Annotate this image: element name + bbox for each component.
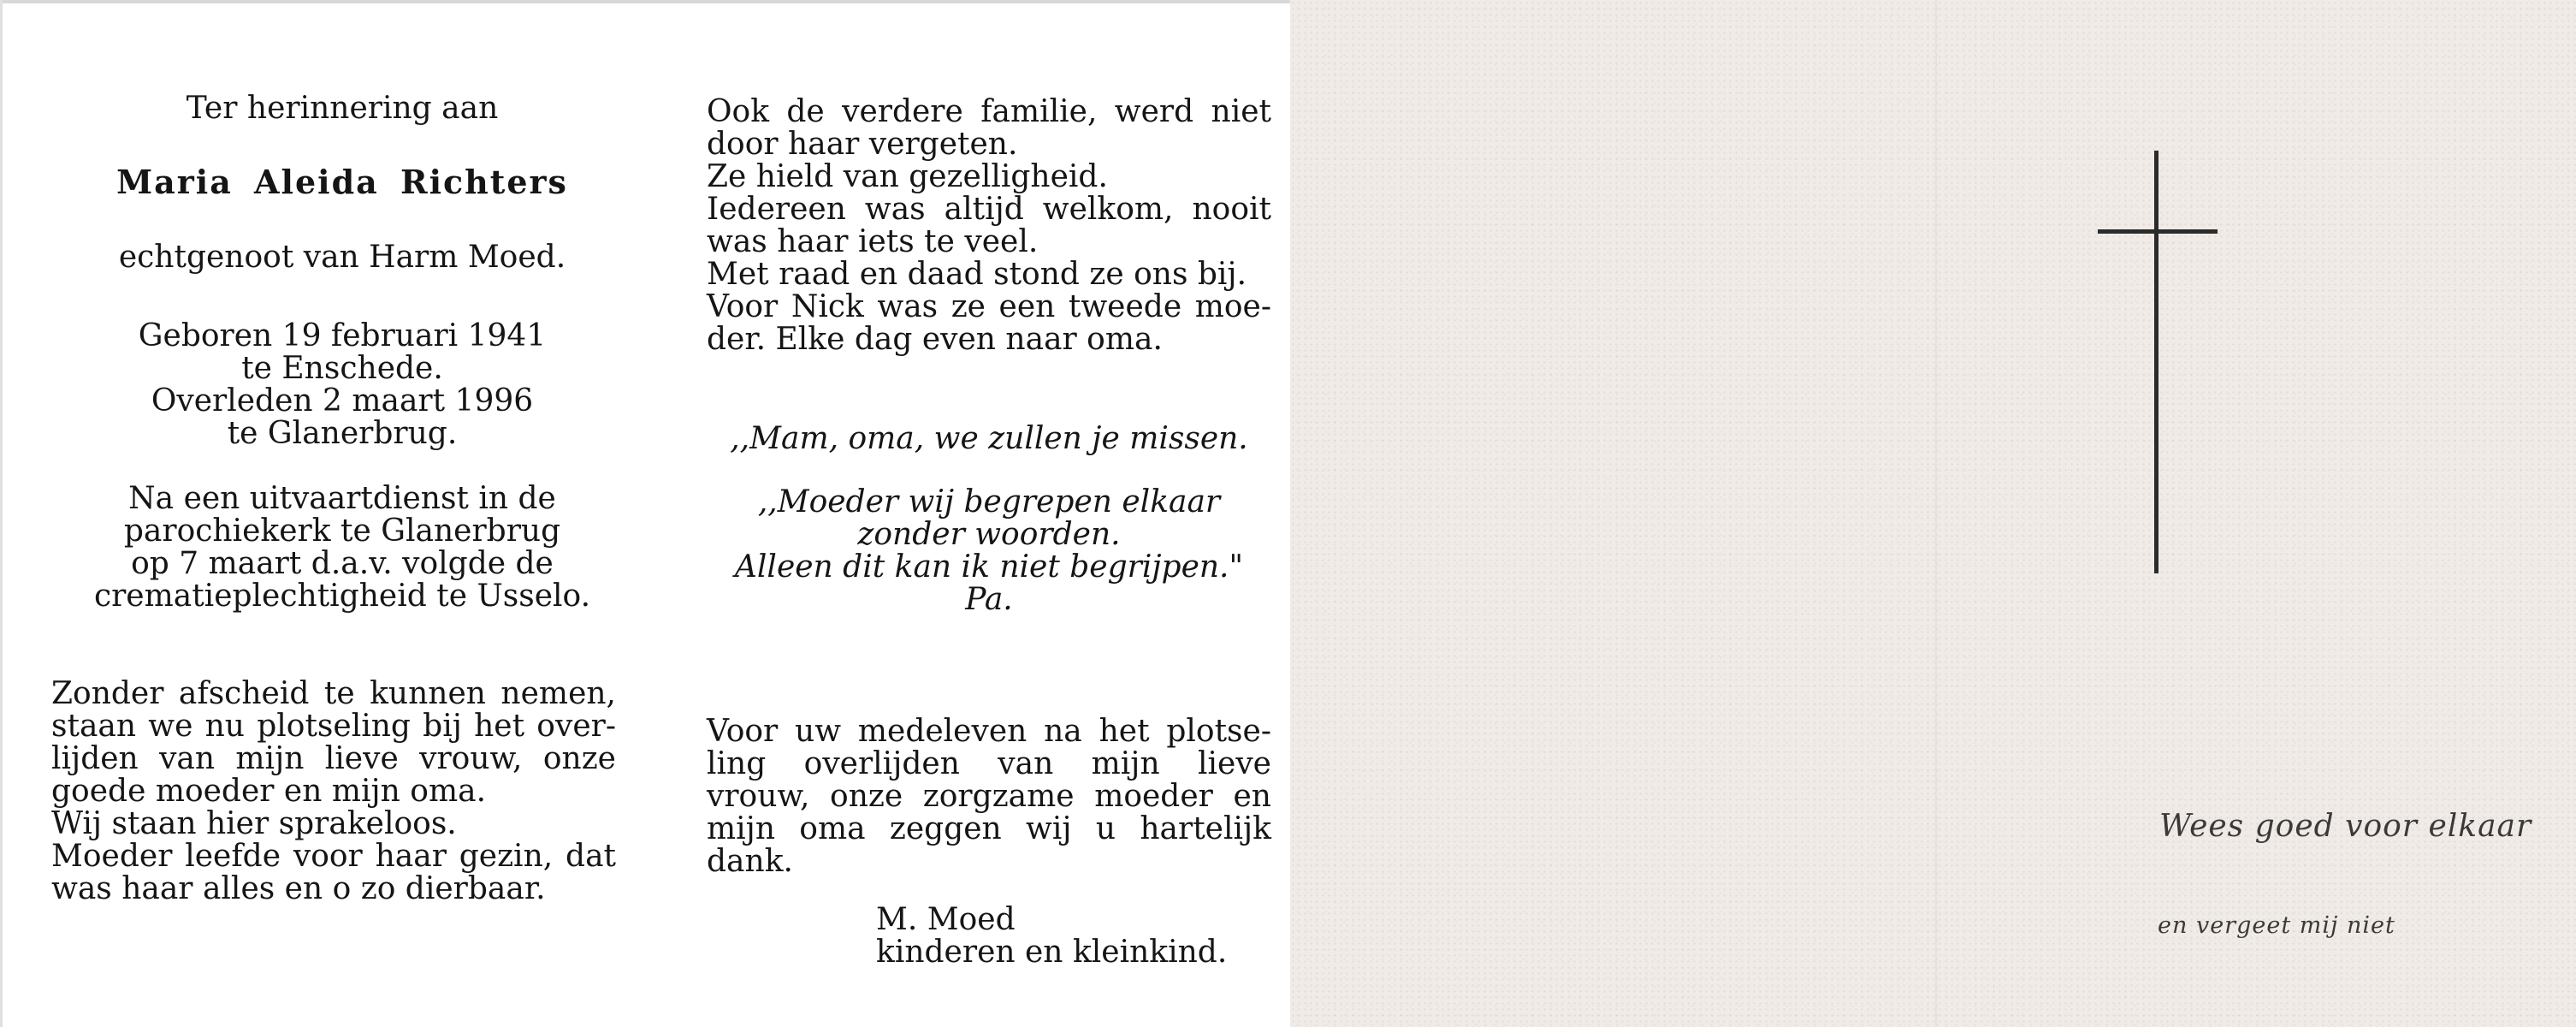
deceased-name-block — [51, 163, 633, 201]
quote-line: Alleen dit kan ik niet begrijpen." — [734, 549, 1244, 585]
farewell-text — [51, 678, 616, 905]
spouse-line: echtgenoot van Harm Moed. — [118, 240, 566, 275]
quote-mam — [707, 423, 1271, 455]
text-line: mijn oma zeggen wij u hartelijk — [707, 811, 1271, 846]
text-line: was haar iets te veel. — [707, 224, 1039, 259]
memorial-intro — [51, 92, 633, 125]
quote-signature: Pa. — [965, 582, 1013, 617]
birth-date: Geboren 19 februari 1941 — [138, 318, 547, 353]
service-line: parochiekerk te Glanerbrug — [123, 514, 561, 549]
service-line: crematieplechtigheid te Usselo. — [93, 579, 591, 614]
text-line: vrouw, onze zorgzame moeder en — [707, 779, 1271, 814]
right-column — [707, 96, 1271, 969]
quote-line: ,,Mam, oma, we zullen je missen. — [730, 421, 1248, 456]
cover-verse-line1: Wees goed voor elkaar — [2159, 809, 2532, 844]
dates-block — [51, 320, 633, 450]
quote-line: ,,Moeder wij begrepen elkaar — [757, 484, 1221, 519]
top-edge — [0, 0, 1290, 3]
text-line: Voor uw medeleven na het plotse- — [707, 714, 1271, 749]
signature-family: kinderen en kleinkind. — [876, 935, 1228, 970]
service-line: Na een uitvaartdienst in de — [128, 481, 556, 516]
signature-name: M. Moed — [876, 902, 1016, 937]
intro-text: Ter herinnering aan — [186, 91, 499, 126]
cross-horizontal — [2098, 229, 2218, 234]
left-column — [51, 92, 633, 905]
text-line: Met raad en daad stond ze ons bij. — [707, 257, 1247, 292]
text-line: Voor Nick was ze een tweede moe- — [707, 289, 1271, 324]
cover-verse-line2: en vergeet mij niet — [2158, 912, 2395, 939]
text-line: was haar alles en o zo dierbaar. — [51, 871, 546, 906]
text-line: Ze hield van gezelligheid. — [707, 159, 1108, 194]
text-line: Moeder leefde voor haar gezin, dat — [51, 839, 616, 874]
thanks-text — [707, 715, 1271, 878]
text-line: Wij staan hier sprakeloos. — [51, 806, 457, 841]
cross-vertical — [2154, 151, 2159, 573]
birth-place: te Enschede. — [241, 351, 443, 386]
cover-fold — [1935, 0, 1937, 1027]
text-line: door haar vergeten. — [707, 127, 1018, 162]
death-date: Overleden 2 maart 1996 — [151, 383, 534, 419]
family-text — [707, 96, 1271, 356]
text-line: Iedereen was altijd welkom, nooit — [707, 192, 1271, 227]
death-place: te Glanerbrug. — [227, 416, 458, 451]
text-line: dank. — [707, 844, 793, 879]
text-line: staan we nu plotseling bij het over- — [51, 709, 616, 744]
spouse-block — [51, 241, 633, 274]
quote-pa — [707, 486, 1271, 616]
text-line: ling overlijden van mijn lieve — [707, 746, 1271, 781]
service-line: op 7 maart d.a.v. volgde de — [131, 546, 554, 581]
service-block — [51, 483, 633, 613]
text-line: Ook de verdere familie, werd niet — [707, 94, 1271, 129]
quote-line: zonder woorden. — [857, 517, 1121, 552]
left-edge — [0, 0, 3, 1027]
text-line: der. Elke dag even naar oma. — [707, 322, 1163, 357]
text-line: Zonder afscheid te kunnen nemen, — [51, 676, 616, 711]
text-line: goede moeder en mijn oma. — [51, 774, 487, 809]
signature-block — [707, 904, 1271, 969]
card-cover — [1290, 0, 2576, 1027]
deceased-name: Maria Aleida Richters — [116, 163, 568, 201]
text-line: lijden van mijn lieve vrouw, onze — [51, 741, 616, 776]
